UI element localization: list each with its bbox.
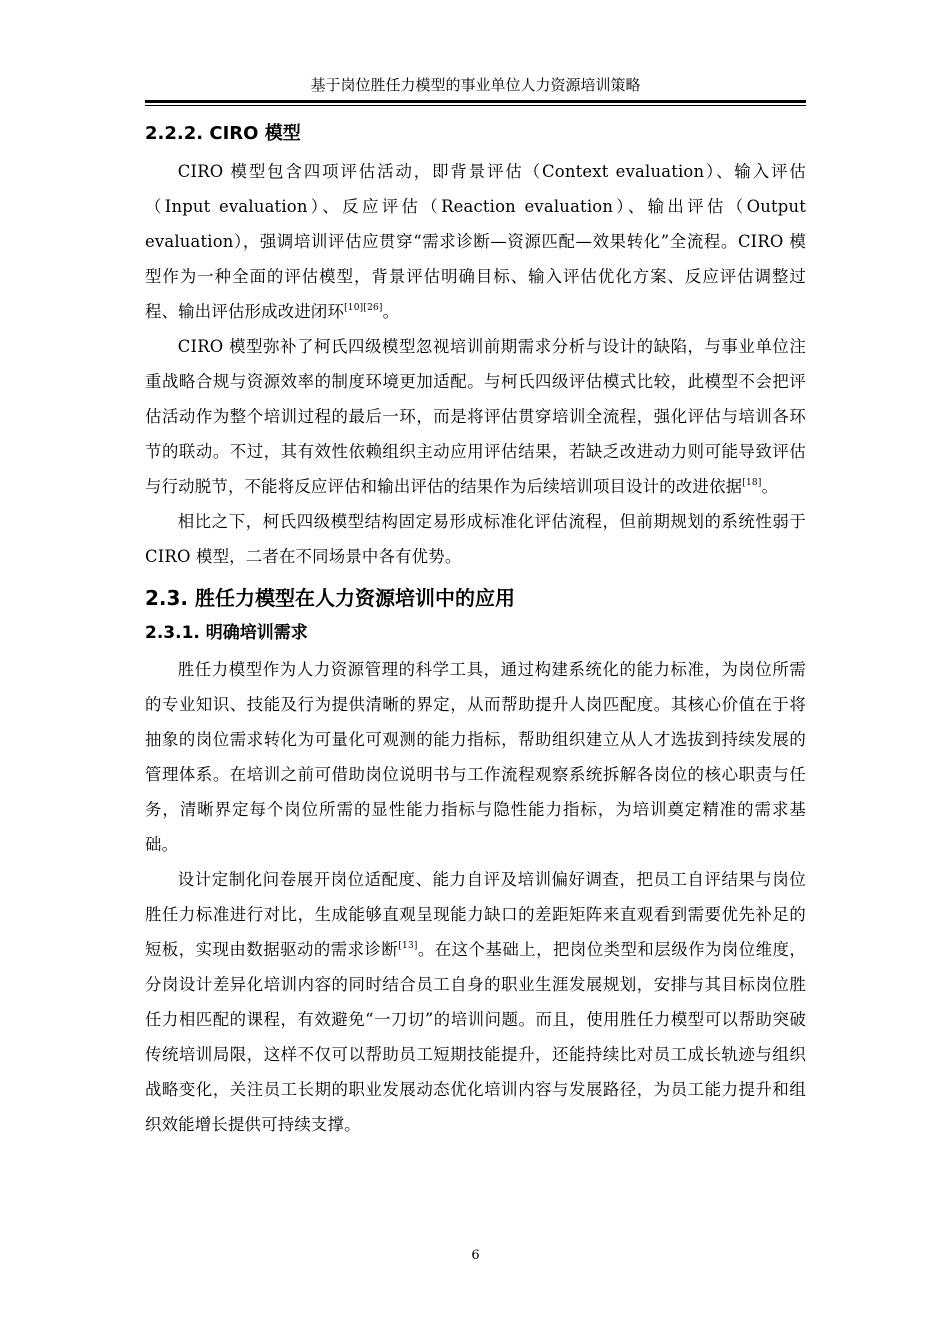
- paragraph-ciro-intro: [145, 154, 806, 329]
- paragraph-text: 设计定制化问卷展开岗位适配度、能力自评及培训偏好调查，把员工自评结果与岗位胜任力标准进行对比，生成能够直观呈现能力缺口的差距矩阵来直观看到需要优先补足的短板，实现由数据驱动的需求诊断: [145, 870, 806, 959]
- paragraph-text: CIRO 模型包含四项评估活动，即背景评估（Context evaluation）、输入评估（Input evaluation）、反应评估（Reaction evaluation）、输出评估（Output evaluation），强调培训评估应贯穿“需求诊断—资源匹配—效果转化”全流程。CIRO 模型作为一种全面的评估模型，背景评估明确目标、输入评估优化方案、反应评估调整过程、输出评估形成改进闭环: [145, 162, 806, 321]
- running-header: 基于岗位胜任力模型的事业单位人力资源培训策略: [310, 76, 641, 94]
- paragraph-ciro-comparison: 相比之下，柯氏四级模型结构固定易形成标准化评估流程，但前期规划的系统性弱于 CIRO 模型，二者在不同场景中各有优势。: [145, 512, 806, 566]
- paragraph-end: 。: [761, 477, 779, 496]
- paragraph-end: 。: [382, 302, 400, 321]
- header-rule-thick: [145, 100, 806, 103]
- paragraph-needs-diagnosis: [145, 862, 806, 1142]
- page-number: 6: [471, 1248, 480, 1263]
- citation: [10][26]: [344, 303, 383, 313]
- paragraph-competency-model: 胜任力模型作为人力资源管理的科学工具，通过构建系统化的能力标准，为岗位所需的专业知识、技能及行为提供清晰的界定，从而帮助提升人岗匹配度。其核心价值在于将抽象的岗位需求转化为可量化可观测的能力指标，帮助组织建立从人才选拔到持续发展的管理体系。在培训之前可借助岗位说明书与工作流程观察系统拆解各岗位的核心职责与任务，清晰界定每个岗位所需的显性能力指标与隐性能力指标，为培训奠定精准的需求基础。: [145, 660, 806, 854]
- section-heading-2-3: 2.3. 胜任力模型在人力资源培训中的应用: [145, 586, 515, 610]
- citation: [18]: [742, 478, 762, 488]
- page-body: [145, 116, 806, 1142]
- section-heading-2-2-2: 2.2.2. CIRO 模型: [145, 123, 301, 144]
- paragraph-text: CIRO 模型弥补了柯氏四级模型忽视培训前期需求分析与设计的缺陷，与事业单位注重战略合规与资源效率的制度环境更加适配。与柯氏四级评估模式比较，此模型不会把评估活动作为整个培训过程的最后一环，而是将评估贯穿培训全流程，强化评估与培训各环节的联动。不过，其有效性依赖组织主动应用评估结果，若缺乏改进动力则可能导致评估与行动脱节，不能将反应评估和输出评估的结果作为后续培训项目设计的改进依据: [145, 337, 806, 496]
- header-rule-thin: [145, 105, 806, 106]
- paragraph-text-continued: 。在这个基础上，把岗位类型和层级作为岗位维度，分岗设计差异化培训内容的同时结合员工自身的职业生涯发展规划，安排与其目标岗位胜任力相匹配的课程，有效避免“一刀切”的培训问题。而且，使用胜任力模型可以帮助突破传统培训局限，这样不仅可以帮助员工短期技能提升，还能持续比对员工成长轨迹与组织战略变化，关注员工长期的职业发展动态优化培训内容与发展路径，为员工能力提升和组织效能增长提供可持续支撑。: [145, 940, 806, 1134]
- citation: [13]: [398, 941, 418, 951]
- section-heading-2-3-1: 2.3.1. 明确培训需求: [145, 623, 308, 643]
- paragraph-ciro-advantages: [145, 329, 806, 504]
